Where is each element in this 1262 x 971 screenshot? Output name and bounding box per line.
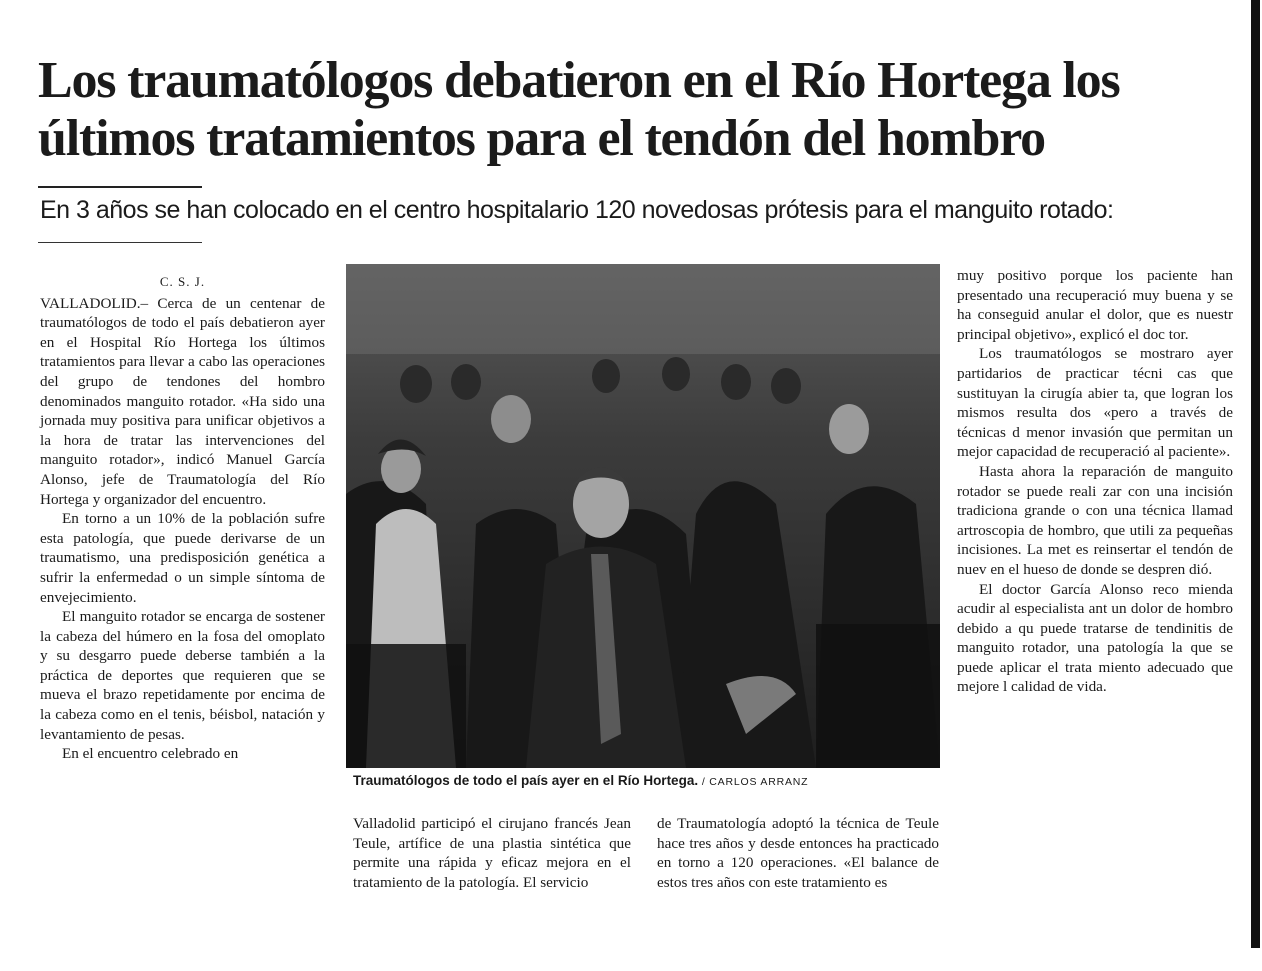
subheadline: En 3 años se han colocado en el centro hospitalario 120 novedosas prótesis para el manguito rotado: [40,196,1114,224]
article-column-1 [40,272,325,764]
audience-photo-illustration [346,264,940,768]
headline [38,52,1238,168]
page-edge-bar [1251,0,1260,948]
article-column-3 [657,814,939,892]
paragraph: En el encuentro celebrado en [62,745,239,763]
article-photo [346,264,940,768]
caption-text: Traumatólogos de todo el país ayer en el Río Hortega. [353,773,699,788]
paragraph: Hasta ahora la reparación de manguito rotador se puede reali zar con una incisión tradiciona grande o con una técnica llamad artroscopia de hombro, que utili za pequeñas incisiones. La met es reinsertar el tendón de nuev en el hueso de donde se despren dió. [957,462,1233,578]
subheadline-rule [38,242,202,243]
article-column-4 [957,266,1233,697]
photo-caption [353,773,808,788]
headline-line-2: últimos tratamientos para el tendón del hombro [38,110,1045,167]
paragraph: El doctor García Alonso reco mienda acudir al especialista ant un dolor de hombro debido a qu puede tratarse de tendinitis de manguito rotador, una patología la que se puede aplicar el trata miento adecuado que mejore l calidad de vida. [957,580,1233,696]
photo-credit: / CARLOS ARRANZ [701,776,809,788]
byline: C. S. J. [159,274,206,289]
paragraph: VALLADOLID.– Cerca de un centenar de traumatólogos de todo el país debatieron ayer en el Hospital Río Hortega los últimos tratamientos para llevar a cabo las operaciones del grupo de tendones del hombro denominados manguito rotador. «Ha sido una jornada muy positiva para unificar objetivos a la hora de tratar las intervenciones del manguito rotador», indicó Manuel García Alonso, jefe de Traumatología del Río Hortega y organizador del encuentro. [40,294,325,508]
paragraph: En torno a un 10% de la población sufre esta patología, que puede derivarse de un traumatismo, una predisposición genética a sufrir la enfermedad o un simple síntoma de envejecimiento. [40,510,325,606]
paragraph: Los traumatólogos se mostraro ayer partidarios de practicar técni cas que sustituyan la cirugía abier ta, que logran los mismos resulta dos «pero a través de técnicas d menor invasión que permitan un mejor capacidad de recuperació al paciente». [957,345,1233,461]
paragraph: Valladolid participó el cirujano francés Jean Teule, artífice de una plastia sintética que permite una rápida y eficaz mejora en el tratamiento de la patología. El servicio [353,815,631,891]
paragraph: de Traumatología adoptó la técnica de Teule hace tres años y desde entonces ha practicado en torno a 120 operaciones. «El balance de estos tres años con este tratamiento es [657,815,939,891]
headline-rule [38,186,202,188]
paragraph: El manguito rotador se encarga de sostener la cabeza del húmero en la fosa del omoplato y su desgarro puede deberse también a la práctica de deportes que requieren que se mueva el brazo repetidamente por encima de la cabeza como en el tenis, béisbol, natación y levantamiento de pesas. [40,608,325,743]
article-column-2 [353,814,631,892]
headline-line-1: Los traumatólogos debatieron en el Río Hortega los [38,52,1120,109]
paragraph: muy positivo porque los paciente han presentado una recuperació muy buena y se ha conseguid anular el dolor, que es nuestr principal objetivo», explicó el doc tor. [957,267,1233,343]
